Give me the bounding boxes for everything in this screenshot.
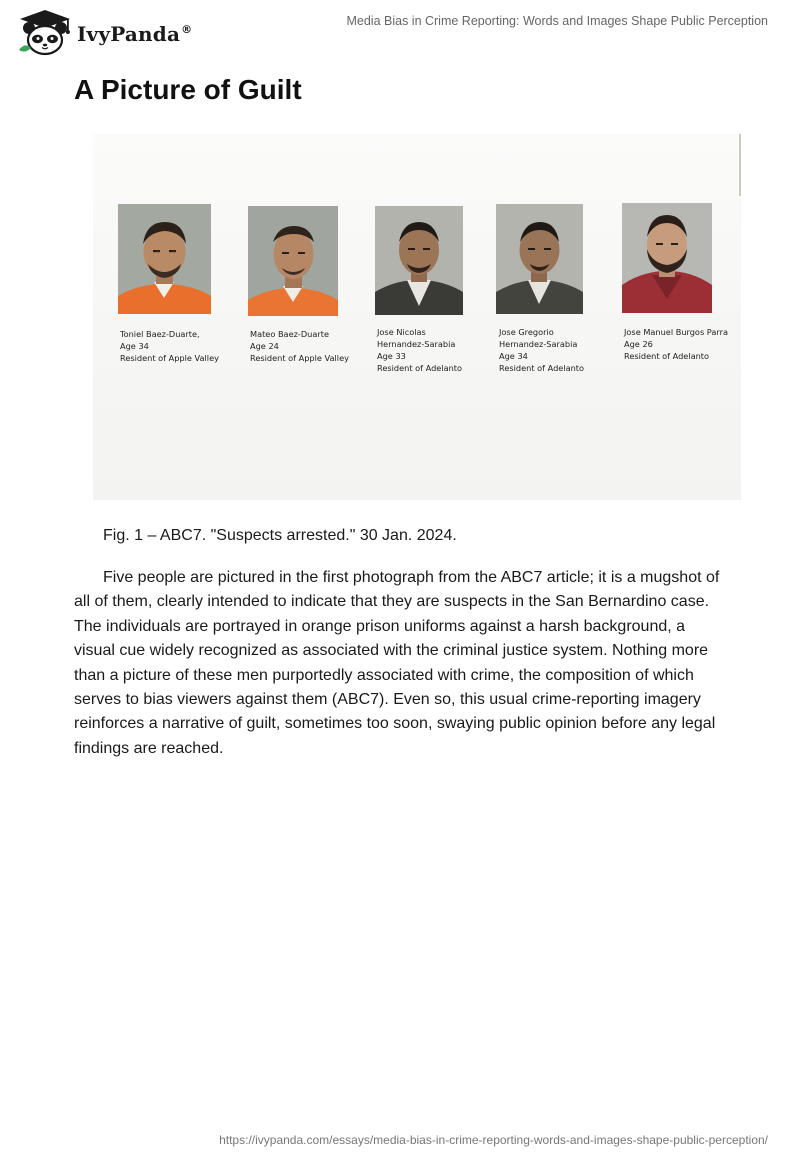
suspect-caption-line: Toniel Baez-Duarte, — [120, 329, 200, 339]
suspect-caption-line: Jose Manuel Burgos Parra — [624, 327, 728, 337]
suspect-caption-line: Jose Gregorio — [499, 327, 554, 337]
suspect-caption — [377, 326, 462, 374]
brand-logo[interactable] — [15, 8, 192, 56]
suspect-caption-line: Age 24 — [250, 341, 279, 351]
suspect-caption-line: Age 34 — [120, 341, 149, 351]
suspect-caption-line: Age 34 — [499, 351, 528, 361]
suspect-caption-line: Hernandez-Sarabia — [377, 339, 456, 349]
page-title: A Picture of Guilt — [74, 74, 302, 105]
brand-name: IvyPanda® — [77, 22, 193, 46]
photo-edge — [739, 134, 741, 196]
suspect-caption-line: Resident of Adelanto — [499, 363, 585, 373]
mugshot — [118, 204, 211, 314]
suspect-caption-line: Resident of Apple Valley — [250, 353, 349, 363]
suspect-caption-line: Hernandez-Sarabia — [499, 339, 578, 349]
suspect-caption-line: Jose Nicolas — [377, 327, 426, 337]
suspect-caption-line: Resident of Adelanto — [624, 351, 710, 361]
mugshot — [622, 203, 712, 313]
body-paragraph: Five people are pictured in the first photograph from the ABC7 article; it is a mugshot of all of them, clearly intended to indicate that they are suspects in the San Bernardino case. The individuals are portrayed in orange prison uniforms against a harsh background, a visual cue widely recognized as associated with the criminal justice system. Nothing more than a picture of these men purportedly associated with crime, the composition of which serves to bias viewers against them (ABC7). Even so, this usual crime-reporting imagery reinforces a narrative of guilt, sometimes too soon, swaying public opinion before any legal findings are reached. — [74, 569, 720, 757]
suspect-caption-line: Age 26 — [624, 339, 653, 349]
suspect-caption — [250, 328, 349, 364]
running-title: Media Bias in Crime Reporting: Words and Images Shape Public Perception — [346, 14, 768, 28]
suspect-caption — [624, 326, 728, 362]
suspect-caption-line: Resident of Adelanto — [377, 363, 463, 373]
suspect-caption — [120, 328, 219, 364]
suspect-caption-line: Age 33 — [377, 351, 406, 361]
suspect-caption-line: Resident of Apple Valley — [120, 353, 219, 363]
mugshot — [496, 204, 583, 314]
footer-url[interactable]: https://ivypanda.com/essays/media-bias-in-crime-reporting-words-and-images-shape-public-perception/ — [219, 1133, 768, 1147]
page-header — [0, 0, 800, 60]
registered-mark: ® — [181, 23, 193, 37]
panda-graduate-icon — [15, 8, 75, 56]
suspect-caption-line: Mateo Baez-Duarte — [250, 329, 329, 339]
suspects-photo — [93, 134, 741, 500]
figure-caption: Fig. 1 – ABC7. "Suspects arrested." 30 Jan. 2024. — [103, 527, 457, 544]
mugshot — [375, 206, 463, 315]
suspect-caption — [499, 326, 584, 374]
mugshot — [248, 206, 338, 316]
